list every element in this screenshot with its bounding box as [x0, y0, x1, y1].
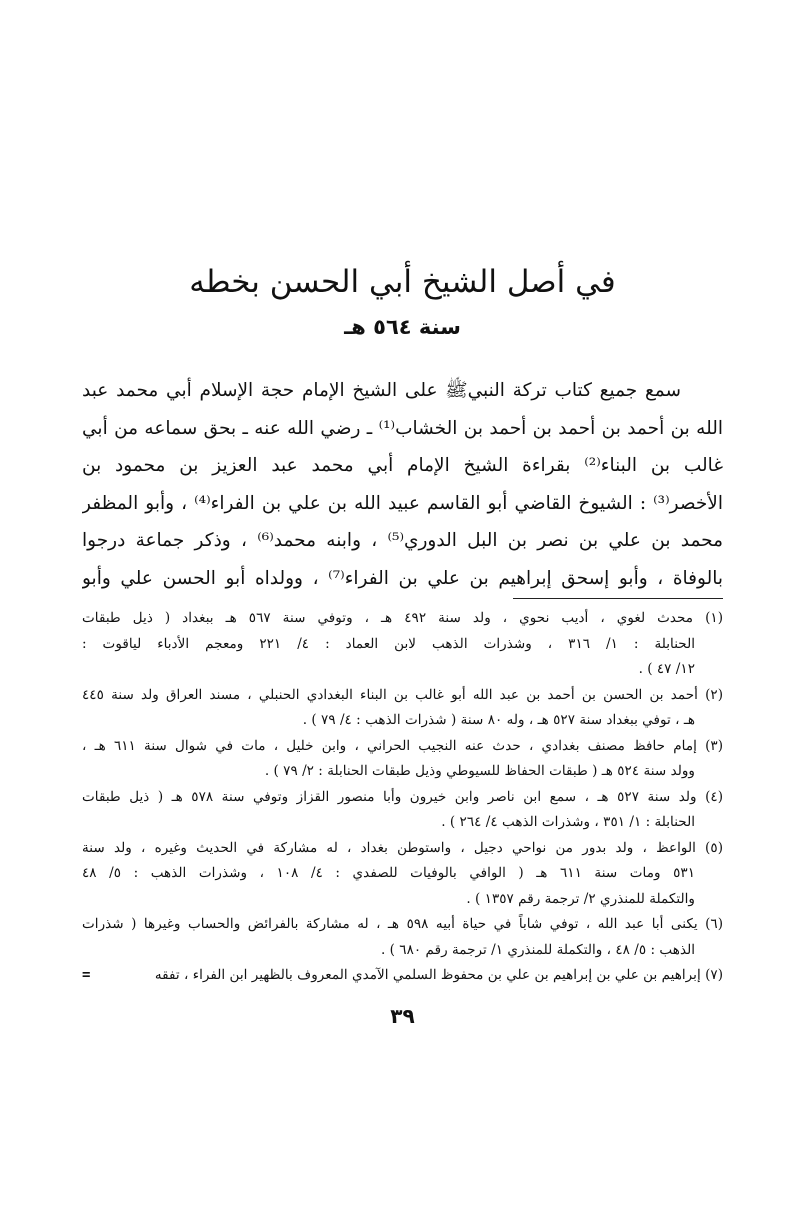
footnote-line: (٣) إمام حافظ مصنف بغدادي ، حدث عنه النجيب الحراني ، وابن خليل ، مات في شوال سنة ٦١١ هـ ، — [82, 737, 723, 754]
footnote-4 — [82, 785, 723, 836]
footnote-line: الذهب : ٥/ ٤٨ ، والتكملة للمنذري ١/ ترجمة رقم ٦٨٠ ) . — [381, 941, 695, 958]
body-line: سمع جميع كتاب تركة النبيﷺ على الشيخ الإمام حجة الإسلام أبي محمد عبد — [82, 380, 681, 401]
body-line: محمد بن علي بن نصر بن البل الدوري⁽⁵⁾ ، وابنه محمد⁽⁶⁾ ، وذكر جماعة درجوا — [82, 530, 723, 551]
footnote-line: هـ ، توفي ببغداد سنة ٥٢٧ هـ ، وله ٨٠ سنة ( شذرات الذهب : ٤/ ٧٩ ) . — [302, 712, 695, 728]
footnote-6 — [82, 912, 723, 963]
footnote-line: (١) محدث لغوي ، أديب نحوي ، ولد سنة ٤٩٢ هـ ، وتوفي سنة ٥٦٧ هـ ببغداد ( ذيل طبقات — [82, 610, 723, 626]
body-line: بالوفاة ، وأبو إسحق إبراهيم بن علي بن الفراء⁽⁷⁾ ، وولداه أبو الحسن علي وأبو — [82, 567, 723, 589]
footnote-5 — [82, 836, 723, 913]
body-line: الأخصر⁽³⁾ : الشيوخ القاضي أبو القاسم عبيد الله بن علي بن الفراء⁽⁴⁾ ، وأبو المظفر — [82, 492, 723, 514]
footnote-line: (٦) يكنى أبا عبد الله ، توفي شاباً في حياة أبيه ٥٩٨ هـ ، له مشاركة بالفرائض والحساب وغيرها ( شذرات — [82, 916, 723, 932]
footnote-line: ١٢/ ٤٧ ) . — [638, 661, 695, 677]
footnote-7 — [82, 963, 723, 989]
footnote-line-with-continuation — [82, 963, 723, 989]
footnote-line: (٧) إبراهيم بن علي بن إبراهيم بن علي بن محفوظ السلمي الآمدي المعروف بالظهير ابن الفراء ، تفقه — [154, 967, 723, 983]
footnote-1 — [82, 606, 723, 683]
section-year: سنة ٥٦٤ هـ — [344, 315, 461, 339]
footnotes — [82, 606, 723, 989]
section-heading: في أصل الشيخ أبي الحسن بخطه — [189, 264, 616, 300]
footnote-separator — [513, 598, 723, 599]
footnote-line: (٥) الواعظ ، ولد بدور من نواحي دجيل ، واستوطن بغداد ، له مشاركة في الحديث وغيره ، ولد سنة — [82, 839, 723, 856]
footnote-line: (٤) ولد سنة ٥٢٧ هـ ، سمع ابن ناصر وابن خيرون وأبا منصور القزاز وتوفي سنة ٥٧٨ هـ ( ذيل طبقات — [82, 788, 723, 805]
footnote-line: (٢) أحمد بن الحسن بن أحمد بن عبد الله أبو غالب بن البناء البغدادي الحنبلي ، مسند العراق ولد سنة ٤٤٥ — [82, 686, 723, 703]
page-number: ٣٩ — [390, 1004, 415, 1028]
body-line: غالب بن البناء⁽²⁾ بقراءة الشيخ الإمام أبي محمد عبد العزيز بن محمود بن — [82, 455, 723, 476]
footnote-line: والتكملة للمنذري ٢/ ترجمة رقم ١٣٥٧ ) . — [466, 890, 695, 907]
footnote-line: الحنابلة : ١/ ٣١٦ ، وشذرات الذهب لابن العماد : ٤/ ٢٢١ ومعجم الأدباء لياقوت : — [82, 635, 695, 652]
footnote-line: وولد سنة ٥٢٤ هـ ( طبقات الحفاظ للسيوطي وذيل طبقات الحنابلة : ٢/ ٧٩ ) . — [264, 763, 695, 779]
continuation-mark: = — [82, 967, 91, 983]
body-line: الله بن أحمد بن أحمد بن أحمد بن الخشاب⁽¹⁾ ـ رضي الله عنه ـ بحق سماعه من أبي — [82, 417, 723, 439]
footnote-line: الحنابلة : ١/ ٣٥١ ، وشذرات الذهب ٤/ ٢٦٤ ) . — [441, 814, 695, 830]
footnote-3 — [82, 734, 723, 785]
footnote-2 — [82, 683, 723, 734]
main-text — [82, 372, 723, 597]
footnote-line: ٥٣١ ومات سنة ٦١١ هـ ( الوافي بالوفيات للصفدي : ٤/ ١٠٨ ، وشذرات الذهب : ٥/ ٤٨ — [82, 865, 695, 881]
